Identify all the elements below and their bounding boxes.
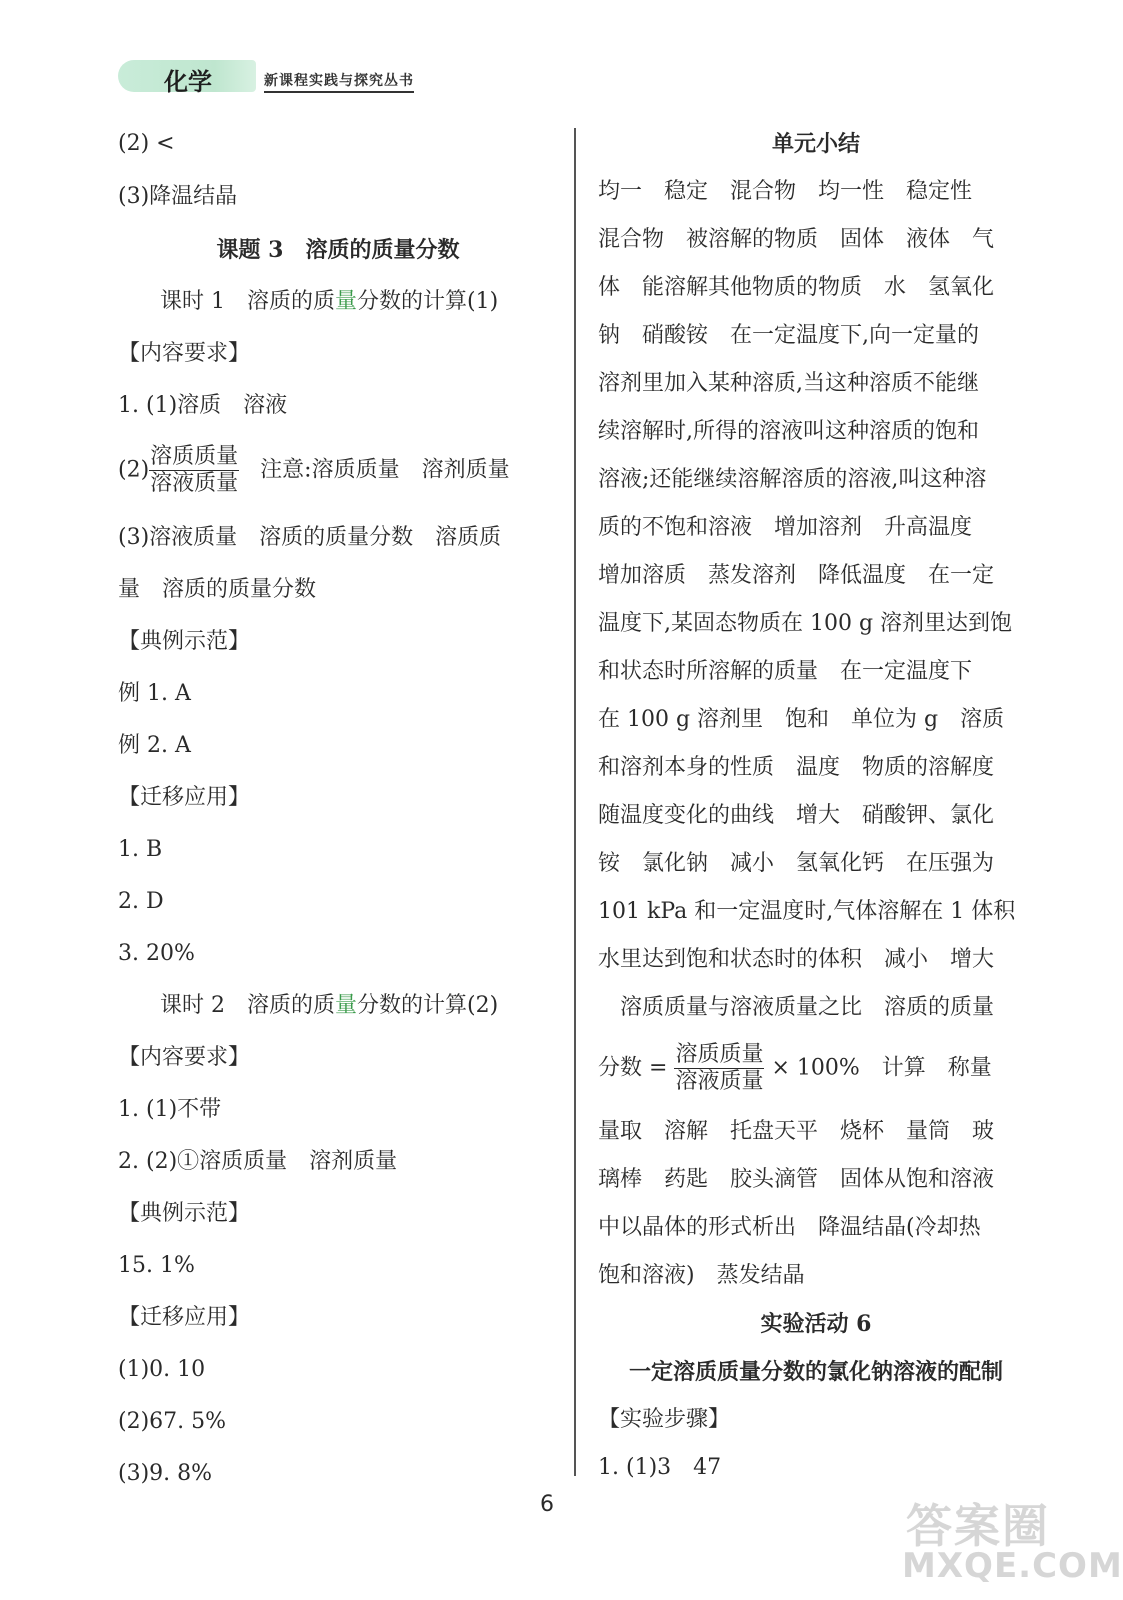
lesson-heading-part: 课时 1 溶质的质 xyxy=(160,289,335,314)
summary-line: 随温度变化的曲线 增大 硝酸钾、氯化 xyxy=(598,803,995,828)
bracket-heading: 【典例示范】 xyxy=(118,629,251,654)
summary-line: 中以晶体的形式析出 降温结晶(冷却热 xyxy=(598,1215,981,1240)
summary-line: 水里达到饱和状态时的体积 减小 增大 xyxy=(598,947,995,972)
summary-line: 钠 硝酸铵 在一定温度下,向一定量的 xyxy=(598,323,979,348)
header-series-title: 新课程实践与探究丛书 xyxy=(264,70,414,93)
watermark-logo-text: 答案圈 xyxy=(906,1499,1050,1553)
section-title: 实验活动 6 xyxy=(760,1311,872,1337)
bracket-heading: 【内容要求】 xyxy=(118,341,251,366)
answer-line: (3)9. 8% xyxy=(118,1461,213,1486)
section-subtitle: 一定溶质质量分数的氯化钠溶液的配制 xyxy=(628,1359,1003,1385)
fraction xyxy=(674,1042,764,1095)
bracket-heading: 【典例示范】 xyxy=(118,1201,251,1226)
answer-prefix: (2) xyxy=(118,457,150,483)
summary-line: 均一 稳定 混合物 均一性 稳定性 xyxy=(598,179,973,204)
page-number: 6 xyxy=(540,1492,554,1517)
answer-line: (2)67. 5% xyxy=(118,1409,227,1434)
lesson-heading-highlight: 量 xyxy=(335,993,358,1018)
answer-line: 例 2. A xyxy=(118,733,191,758)
summary-line: 量取 溶解 托盘天平 烧杯 量筒 玻 xyxy=(598,1119,995,1144)
lesson-heading-part: 课时 2 溶质的质 xyxy=(160,993,335,1018)
bracket-heading: 【内容要求】 xyxy=(118,1045,251,1070)
answer-line: (3)降温结晶 xyxy=(118,184,238,209)
answer-line: 1. (1)3 47 xyxy=(598,1455,722,1480)
answer-line: 2. D xyxy=(118,889,164,914)
bracket-heading: 【迁移应用】 xyxy=(118,785,251,810)
answer-line: (1)0. 10 xyxy=(118,1357,206,1382)
summary-line: 在 100 g 溶剂里 饱和 单位为 g 溶质 xyxy=(598,707,1005,732)
fraction-answer-line xyxy=(118,444,510,497)
fraction-numerator: 溶质质量 xyxy=(675,1042,764,1067)
section-title: 课题 3 溶质的质量分数 xyxy=(216,237,460,263)
fraction xyxy=(149,444,239,497)
summary-line: 续溶解时,所得的溶液叫这种溶质的饱和 xyxy=(598,419,979,444)
lesson-heading-part: 分数的计算(2) xyxy=(357,993,499,1018)
summary-line: 质的不饱和溶液 增加溶剂 升高温度 xyxy=(598,515,973,540)
answer-line: 例 1. A xyxy=(118,681,191,706)
bracket-heading: 【实验步骤】 xyxy=(598,1407,731,1432)
lesson-heading xyxy=(160,992,498,1020)
answer-line: 量 溶质的质量分数 xyxy=(118,577,317,602)
bracket-heading: 【迁移应用】 xyxy=(118,1305,251,1330)
summary-line: 101 kPa 和一定温度时,气体溶解在 1 体积 xyxy=(598,899,1016,924)
answer-line: 15. 1% xyxy=(118,1253,195,1278)
answer-line: (3)溶液质量 溶质的质量分数 溶质质 xyxy=(118,525,502,550)
answer-text: 注意:溶质质量 溶剂质量 xyxy=(260,457,510,483)
summary-line: 璃棒 药匙 胶头滴管 固体从饱和溶液 xyxy=(598,1167,995,1192)
answer-line: 3. 20% xyxy=(118,941,195,966)
header-subject: 化学 xyxy=(164,68,212,96)
formula-suffix: × 100% 计算 称量 xyxy=(771,1055,992,1081)
answer-line: 1. (1)溶质 溶液 xyxy=(118,393,288,418)
answer-line: 1. (1)不带 xyxy=(118,1097,222,1122)
lesson-heading-part: 分数的计算(1) xyxy=(357,289,499,314)
answer-line: 2. (2)①溶质质量 溶剂质量 xyxy=(118,1149,398,1174)
column-divider xyxy=(574,128,576,1476)
watermark-url: MXQE.COM xyxy=(902,1546,1123,1586)
summary-line: 铵 氯化钠 减小 氢氧化钙 在压强为 xyxy=(598,851,995,876)
lesson-heading xyxy=(160,288,498,316)
summary-line: 和状态时所溶解的质量 在一定温度下 xyxy=(598,659,973,684)
lesson-heading-highlight: 量 xyxy=(335,289,358,314)
summary-line: 增加溶质 蒸发溶剂 降低温度 在一定 xyxy=(598,563,995,588)
summary-line: 饱和溶液) 蒸发结晶 xyxy=(598,1263,805,1288)
summary-line: 溶质质量与溶液质量之比 溶质的质量 xyxy=(620,995,995,1020)
answer-line: (2) < xyxy=(118,131,175,156)
summary-line: 和溶剂本身的性质 温度 物质的溶解度 xyxy=(598,755,995,780)
watermark xyxy=(902,1488,1123,1588)
fraction-numerator: 溶质质量 xyxy=(150,444,239,469)
formula-line xyxy=(598,1042,992,1095)
formula-prefix: 分数 = xyxy=(598,1055,668,1081)
section-title: 单元小结 xyxy=(771,131,860,157)
summary-line: 体 能溶解其他物质的物质 水 氢氧化 xyxy=(598,275,995,300)
fraction-denominator: 溶液质量 xyxy=(150,471,239,496)
answer-line: 1. B xyxy=(118,837,163,862)
summary-line: 温度下,某固态物质在 100 g 溶剂里达到饱 xyxy=(598,611,1013,636)
summary-line: 溶液;还能继续溶解溶质的溶液,叫这种溶 xyxy=(598,467,987,492)
summary-line: 混合物 被溶解的物质 固体 液体 气 xyxy=(598,227,995,252)
fraction-denominator: 溶液质量 xyxy=(675,1069,764,1094)
summary-line: 溶剂里加入某种溶质,当这种溶质不能继 xyxy=(598,371,979,396)
